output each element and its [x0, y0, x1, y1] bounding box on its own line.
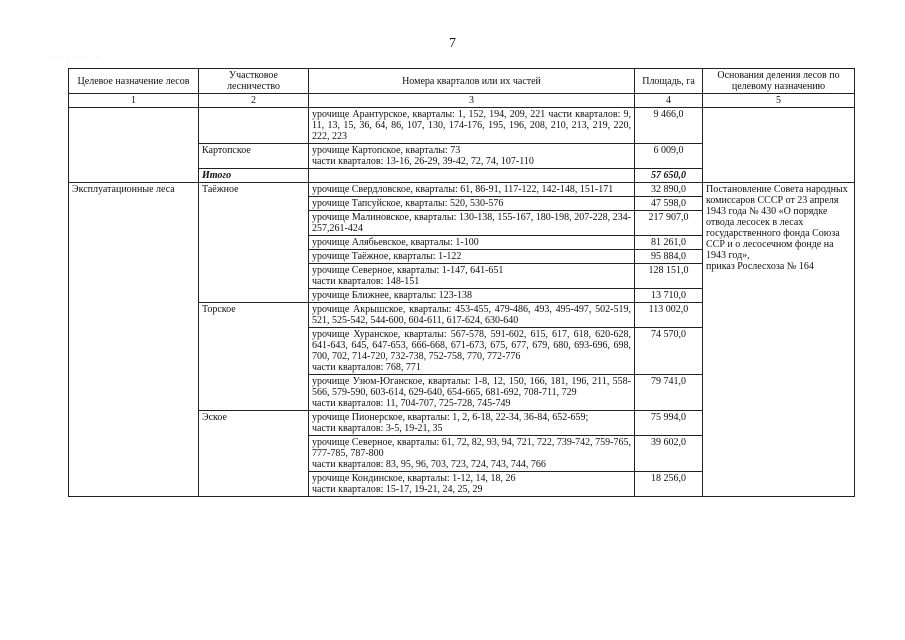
column-number: 4	[635, 94, 703, 108]
purpose-cell-continued	[69, 108, 199, 183]
scan-artifact: · · · · · ·	[48, 54, 101, 60]
forest-table	[68, 68, 855, 497]
quarters-cell	[309, 411, 635, 436]
header-purpose: Целевое назначение лесов	[69, 69, 199, 94]
quarters-cell	[309, 472, 635, 497]
header-quarters: Номера кварталов или их частей	[309, 69, 635, 94]
area-cell: 128 151,0	[635, 264, 703, 289]
column-number: 5	[703, 94, 855, 108]
area-cell: 75 994,0	[635, 411, 703, 436]
quarters-cell	[309, 144, 635, 169]
area-cell: 113 002,0	[635, 303, 703, 328]
quarters-line: части кварталов: 15-17, 19-21, 24, 25, 29	[312, 484, 483, 495]
purpose-cell: Эксплуатационные леса	[69, 183, 199, 497]
quarters-cell: урочище Таёжное, кварталы: 1-122	[309, 250, 635, 264]
table-row	[69, 108, 855, 144]
forestry-cell: Таёжное	[199, 183, 309, 303]
quarters-cell	[309, 375, 635, 411]
header-area: Площадь, га	[635, 69, 703, 94]
area-cell: 18 256,0	[635, 472, 703, 497]
area-cell: 47 598,0	[635, 197, 703, 211]
basis-order: приказ Рослесхоза № 164	[706, 261, 814, 272]
quarters-cell: урочище Свердловское, кварталы: 61, 86-91, 117-122, 142-148, 151-171	[309, 183, 635, 197]
header-row	[69, 69, 855, 94]
area-cell: 217 907,0	[635, 211, 703, 236]
forestry-cell: Эское	[199, 411, 309, 497]
quarters-line: урочище Пионерское, кварталы: 1, 2, 6-18, 22-34, 36-84, 652-659;	[312, 412, 589, 423]
header-forestry: Участковое лесничество	[199, 69, 309, 94]
quarters-line: части кварталов: 83, 95, 96, 703, 723, 724, 743, 744, 766	[312, 459, 546, 470]
total-empty-cell	[309, 169, 635, 183]
area-cell: 74 570,0	[635, 328, 703, 375]
column-number: 2	[199, 94, 309, 108]
quarters-line: части кварталов: 148-151	[312, 276, 420, 287]
forestry-cell: Торское	[199, 303, 309, 411]
basis-cell-continued	[703, 108, 855, 183]
quarters-line: урочище Хуранское, кварталы: 567-578, 591-602, 615, 617, 618, 620-628, 641-643, 645, 647-653, 666-668, 671-673, 675, 677, 679, 680, 693-696, 698, 700, 702, 714-720, 732-738, 752-758, 770, 772-776	[312, 329, 631, 362]
area-cell: 95 884,0	[635, 250, 703, 264]
column-number-row	[69, 94, 855, 108]
total-label: Итого	[199, 169, 309, 183]
forestry-cell: Картопское	[199, 144, 309, 169]
area-cell: 13 710,0	[635, 289, 703, 303]
quarters-cell: урочище Ближнее, кварталы: 123-138	[309, 289, 635, 303]
page-number: 7	[449, 36, 456, 51]
quarters-cell	[309, 264, 635, 289]
quarters-line: части кварталов: 768, 771	[312, 362, 421, 373]
quarters-cell	[309, 328, 635, 375]
area-cell: 39 602,0	[635, 436, 703, 472]
quarters-cell	[309, 436, 635, 472]
quarters-line: урочище Северное, кварталы: 1-147, 641-651	[312, 265, 504, 276]
basis-decree: Постановление Совета народных комиссаров СССР от 23 апреля 1943 года № 430 «О порядке отвода лесосек в лесах государственного фонда Союза ССР и о лесосечном фонде на 1943 год»,	[706, 184, 848, 261]
quarters-line: урочище Узюм-Юганское, кварталы: 1-8, 12, 150, 166, 181, 196, 211, 558-566, 579-590, 603-614, 629-640, 654-665, 681-692, 708-711, 729	[312, 376, 631, 398]
quarters-line: части кварталов: 3-5, 19-21, 35	[312, 423, 443, 434]
area-cell: 81 261,0	[635, 236, 703, 250]
quarters-line: урочище Северное, кварталы: 61, 72, 82, 93, 94, 721, 722, 739-742, 759-765, 777-785, 787-800	[312, 437, 631, 459]
quarters-cell: урочище Алябьевское, кварталы: 1-100	[309, 236, 635, 250]
column-number: 3	[309, 94, 635, 108]
quarters-line: части кварталов: 13-16, 26-29, 39-42, 72, 74, 107-110	[312, 156, 534, 167]
area-cell: 79 741,0	[635, 375, 703, 411]
area-cell: 6 009,0	[635, 144, 703, 169]
quarters-cell: урочище Тапсуйское, кварталы: 520, 530-576	[309, 197, 635, 211]
quarters-cell: урочище Арантурское, кварталы: 1, 152, 194, 209, 221 части кварталов: 9, 11, 13, 15, 36, 64, 86, 107, 130, 174-176, 195, 196, 208, 210, 213, 219, 220, 222, 223	[309, 108, 635, 144]
quarters-cell: урочище Акрышское, кварталы: 453-455, 479-486, 493, 495-497, 502-519, 521, 525-542, 544-600, 604-611, 617-624, 630-640	[309, 303, 635, 328]
quarters-line: урочище Кондинское, кварталы: 1-12, 14, 18, 26	[312, 473, 516, 484]
forestry-cell-continued	[199, 108, 309, 144]
header-basis: Основания деления лесов по целевому назначению	[703, 69, 855, 94]
total-value: 57 650,0	[635, 169, 703, 183]
area-cell: 9 466,0	[635, 108, 703, 144]
quarters-line: урочище Картопское, кварталы: 73	[312, 145, 461, 156]
quarters-cell: урочище Малиновское, кварталы: 130-138, 155-167, 180-198, 207-228, 234-257,261-424	[309, 211, 635, 236]
basis-cell	[703, 183, 855, 497]
column-number: 1	[69, 94, 199, 108]
area-cell: 32 890,0	[635, 183, 703, 197]
quarters-line: части кварталов: 11, 704-707, 725-728, 745-749	[312, 398, 511, 409]
table-row	[69, 183, 855, 197]
